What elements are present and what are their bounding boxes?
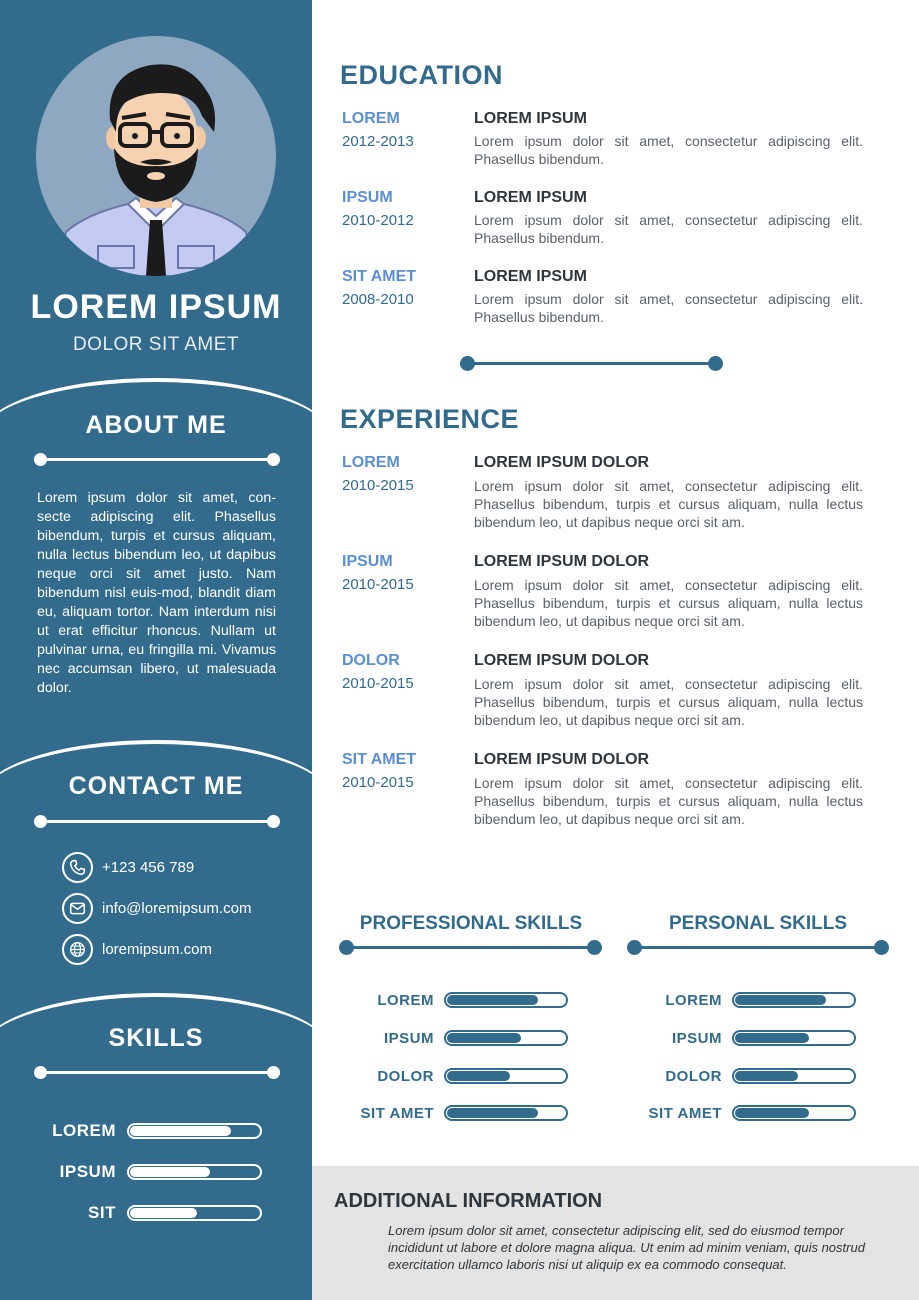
personal-skill-fill	[735, 995, 826, 1005]
professional-skill-label: LOREM	[377, 992, 434, 1009]
avatar	[36, 36, 276, 276]
education-entry-years: 2012-2013	[342, 133, 414, 150]
side-skill-label: LOREM	[52, 1121, 116, 1140]
about-line-divider	[40, 458, 274, 461]
man-with-glasses-and-beard-avatar-icon	[36, 36, 276, 276]
personal-skill-fill	[735, 1033, 809, 1043]
experience-entry-label: IPSUM	[342, 553, 393, 570]
experience-entry-label: LOREM	[342, 454, 400, 471]
professional-skill-label: DOLOR	[377, 1068, 434, 1085]
globe-icon	[62, 934, 93, 965]
personal-skill-bar	[732, 1030, 856, 1046]
additional-text: Lorem ipsum dolor sit amet, consectetur adipiscing elit, sed do eiusmod tempor incididunt ut labore et dolore magna aliqua. Ut enim ad minim veniam, quis nostrud exercitation ullamco laboris nisi ut aliquip ex ea commodo consequat.	[388, 1223, 865, 1272]
experience-entry-title: LOREM IPSUM DOLOR	[474, 652, 650, 669]
side-skill-bar	[127, 1123, 262, 1139]
contact-line-divider	[40, 820, 274, 823]
professional-skill-bar	[444, 1068, 568, 1084]
education-entry-desc: Lorem ipsum dolor sit amet, consectetur adipiscing elit. Phasellus bibendum.	[474, 291, 863, 325]
professional-skills-divider	[346, 946, 595, 949]
personal-skill-bar	[732, 1068, 856, 1084]
phone-icon	[62, 852, 93, 883]
personal-skill-fill	[735, 1108, 809, 1118]
skills-heading: SKILLS	[108, 1024, 204, 1052]
additional-information	[312, 1166, 919, 1300]
personal-skill-label: IPSUM	[671, 1030, 722, 1047]
experience-entry-title: LOREM IPSUM DOLOR	[474, 454, 650, 471]
professional-skill-fill	[447, 1071, 510, 1081]
contact-email	[62, 892, 251, 924]
side-skill-label: IPSUM	[59, 1162, 116, 1181]
experience-entry-title: LOREM IPSUM DOLOR	[474, 553, 650, 570]
experience-entry-years: 2010-2015	[342, 774, 414, 791]
professional-skill-label: IPSUM	[383, 1030, 434, 1047]
contact-phone-text: +123 456 789	[102, 858, 195, 876]
side-skill-fill	[130, 1208, 197, 1218]
section-divider	[467, 362, 716, 365]
professional-skill-label: SIT AMET	[360, 1105, 434, 1122]
experience-heading: EXPERIENCE	[340, 404, 520, 434]
education-entry-years: 2008-2010	[342, 291, 414, 308]
experience-entry-title: LOREM IPSUM DOLOR	[474, 751, 650, 768]
about-heading: ABOUT ME	[85, 411, 227, 439]
side-skill-fill	[130, 1126, 231, 1136]
contact-email-text: info@loremipsum.com	[102, 899, 252, 917]
professional-skill-fill	[447, 995, 538, 1005]
experience-entry-desc: Lorem ipsum dolor sit amet, consectetur adipiscing elit. Phasellus bibendum, turpis et cursus aliquam, nulla lectus bibendum leo, ut dapibus neque orci sit am.	[474, 775, 863, 827]
contact-heading: CONTACT ME	[68, 772, 244, 800]
education-entry-label: SIT AMET	[342, 268, 417, 285]
side-skill-fill	[130, 1167, 210, 1177]
about-text: Lorem ipsum dolor sit amet, con-secte adipiscing elit. Phasellus bibendum, turpis et cursus aliquam, nulla lectus bibendum leo, ut dapibus neque orci sit amet justo. Nam bibendum nisl euis-mod, blandit diam eu, aliquam tortor. Nam interdum nisi ut erat efficitur rhoncus. Nullam ut pulvinar urna, eu fringilla mi. Vivamus nec accumsan libero, ut malesuada dolor.	[37, 490, 276, 696]
education-entry-title: LOREM IPSUM	[474, 268, 587, 285]
sidebar	[0, 0, 312, 1300]
professional-skill-fill	[447, 1033, 521, 1043]
experience-entry-desc: Lorem ipsum dolor sit amet, consectetur adipiscing elit. Phasellus bibendum, turpis et cursus aliquam, nulla lectus bibendum leo, ut dapibus neque orci sit am.	[474, 478, 863, 530]
education-entry-label: LOREM	[342, 110, 400, 127]
education-entry-years: 2010-2012	[342, 212, 414, 229]
experience-entry-label: DOLOR	[342, 652, 400, 669]
personal-skills-heading: PERSONAL SKILLS	[668, 913, 848, 934]
experience-entry-years: 2010-2015	[342, 675, 414, 692]
personal-skill-label: LOREM	[665, 992, 722, 1009]
personal-skill-fill	[735, 1071, 798, 1081]
personal-skill-label: DOLOR	[665, 1068, 722, 1085]
experience-entry-years: 2010-2015	[342, 477, 414, 494]
personal-skill-bar	[732, 1105, 856, 1121]
additional-heading: ADDITIONAL INFORMATION	[334, 1190, 603, 1212]
contact-phone	[62, 851, 194, 883]
professional-skill-bar	[444, 992, 568, 1008]
side-skill-label: SIT	[88, 1203, 116, 1222]
professional-skills-heading: PROFESSIONAL SKILLS	[359, 913, 583, 934]
personal-skill-label: SIT AMET	[648, 1105, 722, 1122]
contact-website	[62, 933, 212, 965]
side-skill-bar	[127, 1205, 262, 1221]
profile-name: LOREM IPSUM	[30, 288, 282, 326]
education-entry-desc: Lorem ipsum dolor sit amet, consectetur adipiscing elit. Phasellus bibendum.	[474, 133, 863, 167]
professional-skill-bar	[444, 1030, 568, 1046]
skills-line-divider	[40, 1071, 274, 1074]
professional-skill-fill	[447, 1108, 538, 1118]
experience-entry-desc: Lorem ipsum dolor sit amet, consectetur adipiscing elit. Phasellus bibendum, turpis et cursus aliquam, nulla lectus bibendum leo, ut dapibus neque orci sit am.	[474, 676, 863, 728]
education-entry-title: LOREM IPSUM	[474, 189, 587, 206]
professional-skill-bar	[444, 1105, 568, 1121]
personal-skills-divider	[634, 946, 882, 949]
mail-icon	[62, 893, 93, 924]
education-heading: EDUCATION	[340, 60, 503, 90]
side-skill-bar	[127, 1164, 262, 1180]
personal-skill-bar	[732, 992, 856, 1008]
experience-entry-desc: Lorem ipsum dolor sit amet, consectetur adipiscing elit. Phasellus bibendum, turpis et cursus aliquam, nulla lectus bibendum leo, ut dapibus neque orci sit am.	[474, 577, 863, 629]
contact-website-text: loremipsum.com	[102, 940, 213, 958]
education-entry-desc: Lorem ipsum dolor sit amet, consectetur adipiscing elit. Phasellus bibendum.	[474, 212, 863, 246]
education-entry-label: IPSUM	[342, 189, 393, 206]
profile-title: DOLOR SIT AMET	[72, 334, 240, 355]
education-entry-title: LOREM IPSUM	[474, 110, 587, 127]
experience-entry-label: SIT AMET	[342, 751, 417, 768]
experience-entry-years: 2010-2015	[342, 576, 414, 593]
